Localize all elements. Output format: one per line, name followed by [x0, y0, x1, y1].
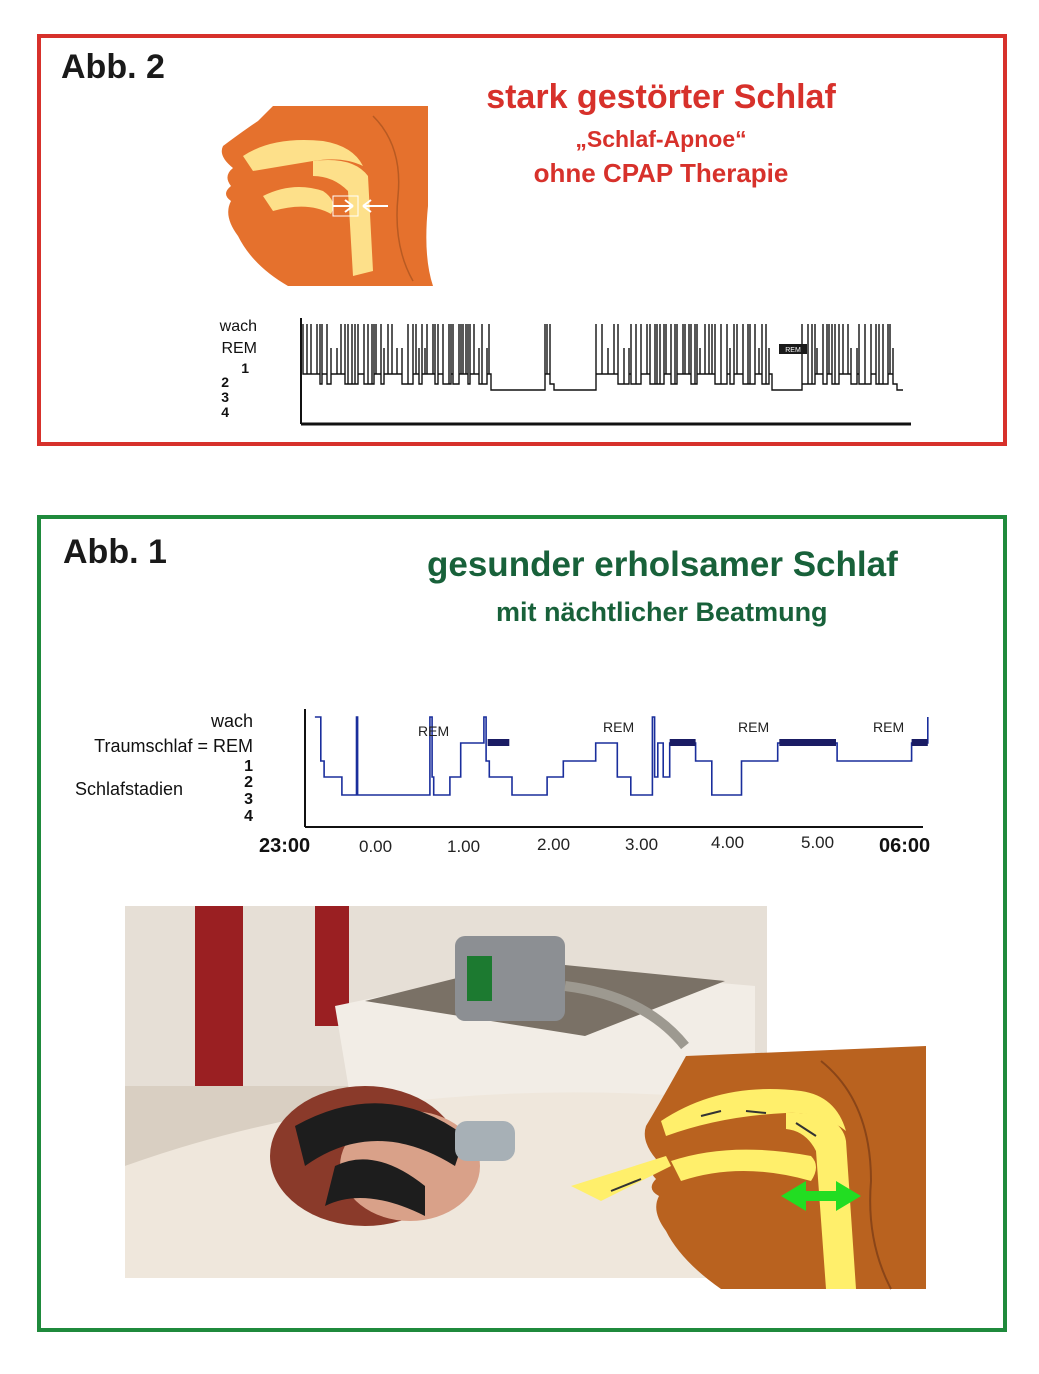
hypnogram-healthy	[263, 709, 923, 829]
title-top: stark gestörter Schlaf	[486, 78, 836, 116]
subtitle-top-2: ohne CPAP Therapie	[533, 158, 789, 188]
rem-label-4: REM	[873, 719, 905, 735]
hypnogram-apnea	[261, 318, 921, 438]
figure-label-abb1: Abb. 1	[63, 533, 167, 571]
xtick-0600: 06:00	[879, 835, 931, 857]
ylabel-wach: wach	[210, 711, 253, 731]
ylabel-s1: 1	[244, 758, 253, 775]
subtitle-bottom: mit nächtlicher Beatmung	[496, 597, 828, 627]
rem-marker-label: REM	[785, 347, 801, 354]
ylabel-3-top: 3	[221, 389, 229, 405]
panel-abb2	[37, 34, 1007, 446]
xtick-300: 3.00	[625, 835, 659, 854]
subtitle-top-1: „Schlaf-Apnoe“	[575, 126, 747, 152]
ylabel-2-top: 2	[221, 374, 229, 390]
xtick-2300: 23:00	[259, 835, 311, 857]
xtick-100: 1.00	[447, 837, 481, 856]
figure-label-abb2: Abb. 2	[61, 48, 165, 86]
xtick-000: 0.00	[359, 837, 393, 856]
ylabel-s4: 4	[244, 808, 253, 825]
ylabel-schlafstadien: Schlafstadien	[75, 779, 184, 799]
ylabel-s2: 2	[244, 774, 253, 791]
rem-bar-2	[670, 739, 696, 746]
hypnogram-apnea-line	[303, 324, 903, 390]
airway-illustration-cpap	[571, 1041, 931, 1289]
panel-abb1	[37, 515, 1007, 1332]
airway-illustration-apnea	[213, 96, 443, 291]
rem-bar-1	[488, 739, 510, 746]
rem-label-1: REM	[418, 723, 450, 739]
xtick-500: 5.00	[801, 833, 835, 852]
ylabel-4-top: 4	[221, 404, 229, 420]
xtick-200: 2.00	[537, 835, 571, 854]
xtick-400: 4.00	[711, 833, 745, 852]
ylabel-rem-top: REM	[221, 340, 257, 357]
ylabel-1-top: 1	[241, 360, 249, 376]
rem-label-2: REM	[603, 719, 635, 735]
title-bottom: gesunder erholsamer Schlaf	[427, 545, 898, 584]
ylabel-traumschlaf: Traumschlaf = REM	[94, 736, 253, 756]
rem-label-3: REM	[738, 719, 770, 735]
rem-bar-4	[912, 739, 928, 746]
ylabel-wach-top: wach	[219, 318, 257, 335]
ylabel-s3: 3	[244, 791, 253, 808]
rem-bar-3	[779, 739, 836, 746]
